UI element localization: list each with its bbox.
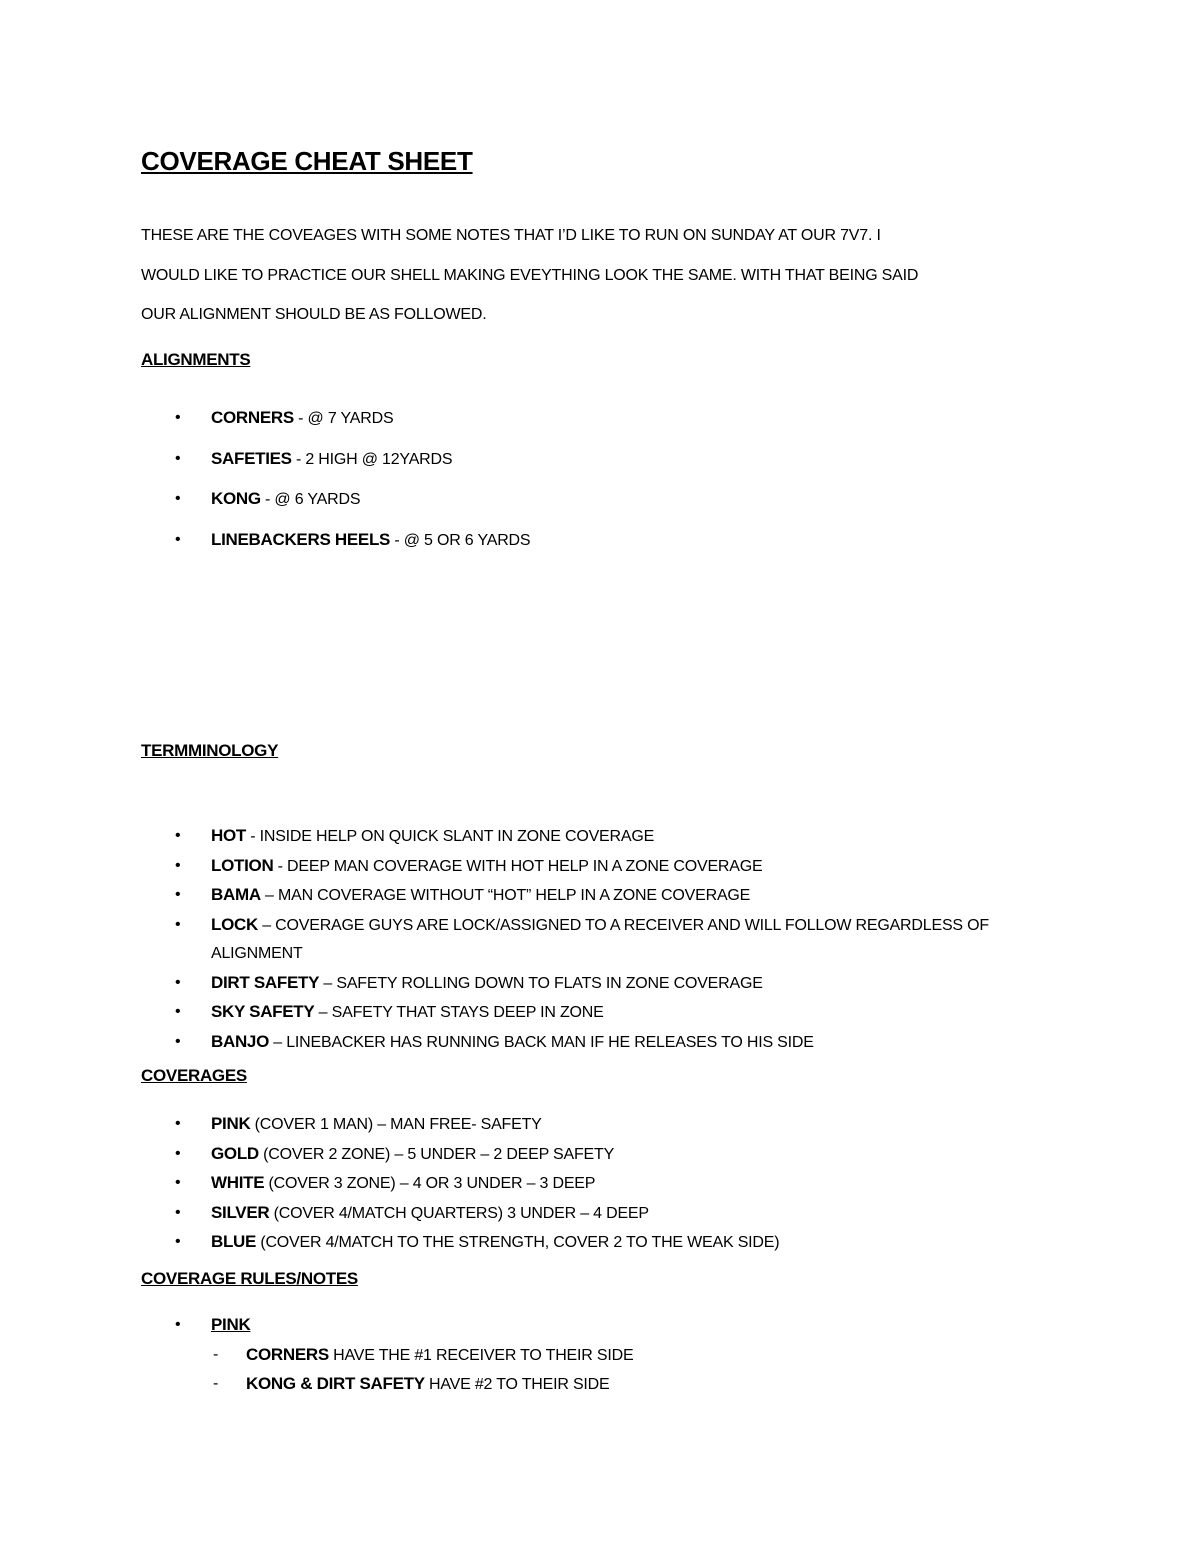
item-term: PINK [211,1315,251,1334]
bullet-icon: • [175,1233,181,1250]
item-term: LOTION [211,855,274,875]
coverages-list [141,1110,1051,1258]
rules-list [141,1311,1051,1400]
item-text: - 2 HIGH @ 12YARDS [291,450,453,468]
rules-heading: COVERAGE RULES/NOTES [141,1269,358,1288]
list-item [141,969,1051,999]
item-text: (COVER 2 ZONE) – 5 UNDER – 2 DEEP SAFETY [258,1145,615,1163]
item-term: LINEBACKERS HEELS [211,530,391,550]
list-item [141,881,1051,911]
item-text: (COVER 3 ZONE) – 4 OR 3 UNDER – 3 DEEP [264,1175,596,1192]
intro-line: WOULD LIKE TO PRACTICE OUR SHELL MAKING EVEYTHING LOOK THE SAME. WITH THAT BEING SAID [141,266,919,284]
bullet-icon: • [175,449,181,467]
item-text: - @ 6 YARDS [260,491,361,509]
bullet-icon: • [175,1203,181,1221]
sub-list-item [211,1370,1051,1400]
item-text: (COVER 1 MAN) – MAN FREE- SAFETY [250,1116,542,1133]
list-item [141,479,1051,520]
list-item [141,1311,1051,1400]
item-text: – SAFETY THAT STAYS DEEP IN ZONE [314,1004,604,1021]
bullet-icon: • [175,1115,181,1132]
alignments-heading: ALIGNMENTS [141,350,251,369]
intro-line: OUR ALIGNMENT SHOULD BE AS FOLLOWED. [141,306,487,323]
item-text: – MAN COVERAGE WITHOUT “HOT” HELP IN A ZONE COVERAGE [260,887,751,904]
list-item [141,398,1051,439]
item-text: – SAFETY ROLLING DOWN TO FLATS IN ZONE COVERAGE [319,974,763,992]
list-item [141,520,1051,561]
item-text: (COVER 4/MATCH TO THE STRENGTH, COVER 2 TO THE WEAK SIDE) [256,1234,780,1251]
item-term: WHITE [211,1173,265,1192]
item-text: - @ 5 OR 6 YARDS [390,532,531,550]
item-text: (COVER 4/MATCH QUARTERS) 3 UNDER – 4 DEEP [269,1204,649,1222]
rules-sublist [211,1341,1051,1400]
list-item [141,998,1051,1028]
bullet-icon: • [175,886,181,903]
item-term: CORNERS [211,408,294,427]
list-item [141,911,1051,969]
item-text: HAVE THE #1 RECEIVER TO THEIR SIDE [328,1346,634,1364]
item-text: – LINEBACKER HAS RUNNING BACK MAN IF HE RELEASES TO HIS SIDE [269,1033,814,1051]
item-term: SAFETIES [211,448,292,468]
item-term: LOCK [211,914,258,934]
item-term: CORNERS [246,1344,329,1364]
item-term: BANJO [211,1031,270,1051]
item-term: BLUE [211,1232,257,1251]
list-item [141,1028,1051,1058]
item-term: SKY SAFETY [211,1002,315,1021]
page-title: COVERAGE CHEAT SHEET [141,146,473,176]
item-term: KONG & DIRT SAFETY [246,1374,425,1393]
coverages-heading: COVERAGES [141,1066,247,1085]
bullet-icon: • [175,915,181,933]
bullet-icon: • [175,409,181,426]
terminology-list [141,822,1051,1057]
item-term: SILVER [211,1202,270,1222]
dash-icon: - [213,1375,219,1392]
dash-icon: - [213,1345,219,1363]
item-text: - @ 7 YARDS [293,410,394,427]
intro-line: THESE ARE THE COVEAGES WITH SOME NOTES THAT I’D LIKE TO RUN ON SUNDAY AT OUR 7V7. I [141,227,881,244]
sub-list-item [211,1341,1051,1371]
item-text: - DEEP MAN COVERAGE WITH HOT HELP IN A ZONE COVERAGE [273,857,763,875]
item-term: GOLD [211,1143,259,1163]
bullet-icon: • [175,1032,181,1050]
bullet-icon: • [175,1003,181,1020]
item-term: DIRT SAFETY [211,972,320,992]
item-text: - INSIDE HELP ON QUICK SLANT IN ZONE COVERAGE [245,828,655,845]
alignments-list [141,398,1051,561]
bullet-icon: • [175,1174,181,1191]
item-term: BAMA [211,885,261,904]
list-item [141,439,1051,480]
list-item [141,1140,1051,1170]
bullet-icon: • [175,856,181,874]
item-term: HOT [211,826,246,845]
list-item [141,1199,1051,1229]
list-item [141,1228,1051,1258]
list-item [141,852,1051,882]
bullet-icon: • [175,1144,181,1162]
list-item [141,1169,1051,1199]
item-term: PINK [211,1114,251,1133]
item-text: – COVERAGE GUYS ARE LOCK/ASSIGNED TO A RECEIVER AND WILL FOLLOW REGARDLESS OF ALIGNMENT [211,916,989,962]
list-item [141,1110,1051,1140]
list-item [141,822,1051,852]
bullet-icon: • [175,490,181,508]
bullet-icon: • [175,827,181,844]
item-term: KONG [211,489,261,509]
terminology-heading: TERMMINOLOGY [141,741,279,760]
item-text: HAVE #2 TO THEIR SIDE [424,1376,610,1393]
bullet-icon: • [175,1316,181,1333]
bullet-icon: • [175,531,181,549]
intro-paragraph [141,216,1051,335]
bullet-icon: • [175,973,181,991]
